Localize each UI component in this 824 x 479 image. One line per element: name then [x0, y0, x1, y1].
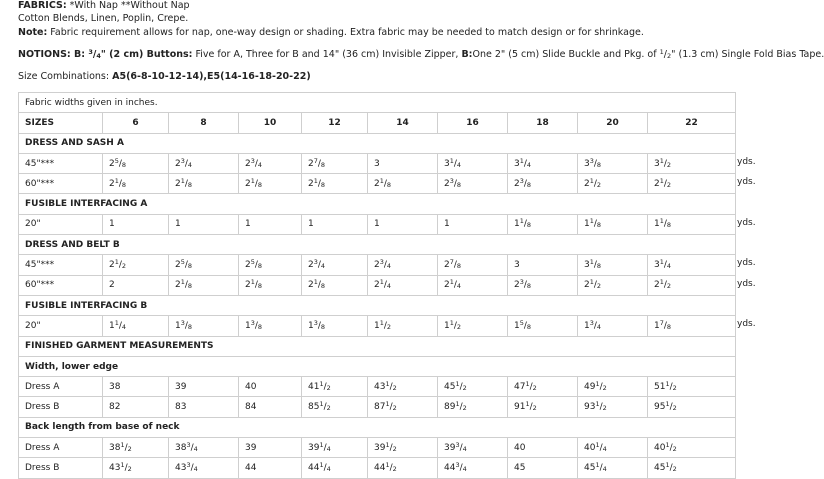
row-label: 45"*** [19, 153, 103, 173]
table-cell: $2^3/_8$ [508, 275, 578, 295]
section-header-row [19, 194, 736, 214]
note-line [18, 27, 644, 39]
table-cell: $89^1/_2$ [438, 397, 508, 417]
unit-label: yds. [737, 177, 756, 187]
table-cell: 82 [103, 397, 169, 417]
section-title: FUSIBLE INTERFACING A [19, 194, 736, 214]
section-header-row [19, 356, 736, 376]
row-label: 60"*** [19, 275, 103, 295]
table-row [19, 255, 736, 275]
fabrics-types: Cotton Blends, Linen, Poplin, Crepe. [18, 13, 189, 24]
table-cell: $38^1/_2$ [103, 438, 169, 458]
table-cell: $43^3/_4$ [169, 458, 239, 478]
size-header: 18 [508, 113, 578, 133]
table-cell: $39^1/_4$ [302, 438, 368, 458]
table-cell: $38^3/_4$ [169, 438, 239, 458]
unit-label: yds. [737, 279, 756, 289]
notions-fraction: $^3/_4$" [88, 48, 106, 60]
table-cell: $45^1/_4$ [578, 458, 648, 478]
table-cell: $87^1/_2$ [368, 397, 438, 417]
size-combinations-label: Size Combinations: [18, 71, 113, 82]
table-cell: $44^3/_4$ [438, 458, 508, 478]
notions-bias-fraction: $^1/_2$" [659, 48, 676, 60]
table-cell: $1^3/_8$ [169, 316, 239, 336]
row-label: Dress B [19, 397, 103, 417]
table-cell: $2^1/_8$ [239, 275, 302, 295]
section-header-row [19, 336, 736, 356]
table-cell: $3^1/_4$ [508, 153, 578, 173]
section-title: FUSIBLE INTERFACING B [19, 295, 736, 315]
table-row [19, 174, 736, 194]
table-cell: $1^1/_8$ [648, 214, 736, 234]
table-cell: 3 [508, 255, 578, 275]
table-cell: $2^1/_8$ [302, 275, 368, 295]
table-cell: $1^3/_4$ [578, 316, 648, 336]
table-cell: 1 [169, 214, 239, 234]
table-caption: Fabric widths given in inches. [19, 93, 736, 113]
section-title: Back length from base of neck [19, 417, 736, 437]
table-cell: 40 [239, 377, 302, 397]
fabrics-label: FABRICS: [18, 0, 67, 11]
section-title: DRESS AND SASH A [19, 133, 736, 153]
table-row [19, 316, 736, 336]
table-cell: $1^5/_8$ [508, 316, 578, 336]
caption-row [19, 93, 736, 113]
section-header-row [19, 417, 736, 437]
fabrics-text: *With Nap **Without Nap [66, 0, 190, 11]
notions-buttons: (2 cm) Buttons: [105, 49, 193, 60]
table-cell: $1^1/_2$ [438, 316, 508, 336]
table-cell: $1^1/_8$ [578, 214, 648, 234]
table-cell: 2 [103, 275, 169, 295]
table-cell: $49^1/_2$ [578, 377, 648, 397]
size-header: 10 [239, 113, 302, 133]
table-cell: $2^3/_8$ [438, 174, 508, 194]
table-row [19, 458, 736, 478]
row-label: 60"*** [19, 174, 103, 194]
size-header: 22 [648, 113, 736, 133]
table-cell: $2^7/_8$ [302, 153, 368, 173]
table-cell: $2^3/_8$ [508, 174, 578, 194]
table-cell: $47^1/_2$ [508, 377, 578, 397]
table-cell: 1 [302, 214, 368, 234]
table-cell: $2^5/_8$ [103, 153, 169, 173]
table-cell: 38 [103, 377, 169, 397]
table-cell: $1^7/_8$ [648, 316, 736, 336]
unit-label: yds. [737, 258, 756, 268]
table-cell: $2^1/_4$ [368, 275, 438, 295]
size-combinations-value: A5(6-8-10-12-14),E5(14-16-18-20-22) [112, 71, 311, 82]
table-row [19, 214, 736, 234]
table-cell: $85^1/_2$ [302, 397, 368, 417]
table-cell: $2^3/_4$ [368, 255, 438, 275]
table-cell: $2^1/_8$ [368, 174, 438, 194]
table-cell: $3^1/_4$ [648, 255, 736, 275]
table-cell: $2^1/_4$ [438, 275, 508, 295]
notions-label: NOTIONS: B: [18, 49, 86, 60]
table-cell: $44^1/_2$ [368, 458, 438, 478]
size-header: 12 [302, 113, 368, 133]
fabrics-line [18, 0, 190, 12]
table-cell: 40 [508, 438, 578, 458]
table-cell: $2^1/_2$ [103, 255, 169, 275]
table-cell: $2^5/_8$ [239, 255, 302, 275]
size-header: 16 [438, 113, 508, 133]
size-combinations-line [18, 71, 311, 83]
row-label: Dress A [19, 438, 103, 458]
row-label: 45"*** [19, 255, 103, 275]
table-cell: $40^1/_4$ [578, 438, 648, 458]
table-cell: 3 [368, 153, 438, 173]
unit-label: yds. [737, 157, 756, 167]
unit-label: yds. [737, 218, 756, 228]
sizes-label: SIZES [19, 113, 103, 133]
table-row [19, 275, 736, 295]
table-cell: $40^1/_2$ [648, 438, 736, 458]
table-cell: $45^1/_2$ [648, 458, 736, 478]
section-title: Width, lower edge [19, 356, 736, 376]
section-header-row [19, 235, 736, 255]
table-cell: $1^3/_8$ [239, 316, 302, 336]
table-cell: $1^1/_4$ [103, 316, 169, 336]
table-cell: $43^1/_2$ [103, 458, 169, 478]
table-cell: $41^1/_2$ [302, 377, 368, 397]
table-cell: 1 [438, 214, 508, 234]
table-cell: $1^1/_8$ [508, 214, 578, 234]
table-cell: 83 [169, 397, 239, 417]
table-cell: $39^3/_4$ [438, 438, 508, 458]
table-cell: $43^1/_2$ [368, 377, 438, 397]
table-cell: 1 [103, 214, 169, 234]
fabric-requirements-table [18, 92, 736, 479]
row-label: 20" [19, 214, 103, 234]
table-cell: 84 [239, 397, 302, 417]
unit-label: yds. [737, 319, 756, 329]
table-cell: $2^1/_2$ [578, 275, 648, 295]
table-cell: $2^1/_2$ [648, 275, 736, 295]
section-header-row [19, 295, 736, 315]
table-row [19, 153, 736, 173]
table-cell: 1 [368, 214, 438, 234]
table-cell: 45 [508, 458, 578, 478]
table-row [19, 397, 736, 417]
table-cell: 39 [239, 438, 302, 458]
table-cell: 1 [239, 214, 302, 234]
table-cell: $2^3/_4$ [169, 153, 239, 173]
note-label: Note: [18, 27, 48, 38]
table-cell: $2^1/_8$ [103, 174, 169, 194]
table-row [19, 438, 736, 458]
table-cell: $39^1/_2$ [368, 438, 438, 458]
section-header-row [19, 133, 736, 153]
table-cell: $2^1/_8$ [169, 275, 239, 295]
table-cell: $2^1/_2$ [648, 174, 736, 194]
table-cell: $45^1/_2$ [438, 377, 508, 397]
note-text: Fabric requirement allows for nap, one-way design or shading. Extra fabric may be needed to match design or for shrinkage. [47, 27, 644, 38]
table-cell: $3^3/_8$ [578, 153, 648, 173]
table-cell: 39 [169, 377, 239, 397]
table-cell: $93^1/_2$ [578, 397, 648, 417]
size-header: 8 [169, 113, 239, 133]
section-title: DRESS AND BELT B [19, 235, 736, 255]
section-title: FINISHED GARMENT MEASUREMENTS [19, 336, 736, 356]
table-row [19, 377, 736, 397]
notions-text-3: (1.3 cm) Single Fold Bias Tape. [675, 49, 824, 60]
table-cell: $2^1/_8$ [239, 174, 302, 194]
table-cell: $44^1/_4$ [302, 458, 368, 478]
size-header: 20 [578, 113, 648, 133]
notions-line [18, 49, 824, 61]
row-label: Dress B [19, 458, 103, 478]
table-cell: $1^1/_2$ [368, 316, 438, 336]
sizes-header-row [19, 113, 736, 133]
table-cell: $3^1/_8$ [578, 255, 648, 275]
notions-text-2: One 2" (5 cm) Slide Buckle and Pkg. of [472, 49, 660, 60]
table-cell: $2^3/_4$ [302, 255, 368, 275]
table-cell: $2^1/_8$ [169, 174, 239, 194]
size-header: 6 [103, 113, 169, 133]
table-cell: $2^3/_4$ [239, 153, 302, 173]
table-cell: $2^7/_8$ [438, 255, 508, 275]
notions-text-1: Five for A, Three for B and 14" (36 cm) Invisible Zipper, [192, 49, 462, 60]
size-header: 14 [368, 113, 438, 133]
table-cell: $3^1/_2$ [648, 153, 736, 173]
table-cell: $51^1/_2$ [648, 377, 736, 397]
table-cell: $1^3/_8$ [302, 316, 368, 336]
table-cell: 44 [239, 458, 302, 478]
row-label: Dress A [19, 377, 103, 397]
table-cell: $2^5/_8$ [169, 255, 239, 275]
table-cell: $95^1/_2$ [648, 397, 736, 417]
row-label: 20" [19, 316, 103, 336]
table-cell: $2^1/_8$ [302, 174, 368, 194]
table-cell: $3^1/_4$ [438, 153, 508, 173]
table-cell: $2^1/_2$ [578, 174, 648, 194]
notions-b-label: B: [461, 49, 473, 60]
table-cell: $91^1/_2$ [508, 397, 578, 417]
